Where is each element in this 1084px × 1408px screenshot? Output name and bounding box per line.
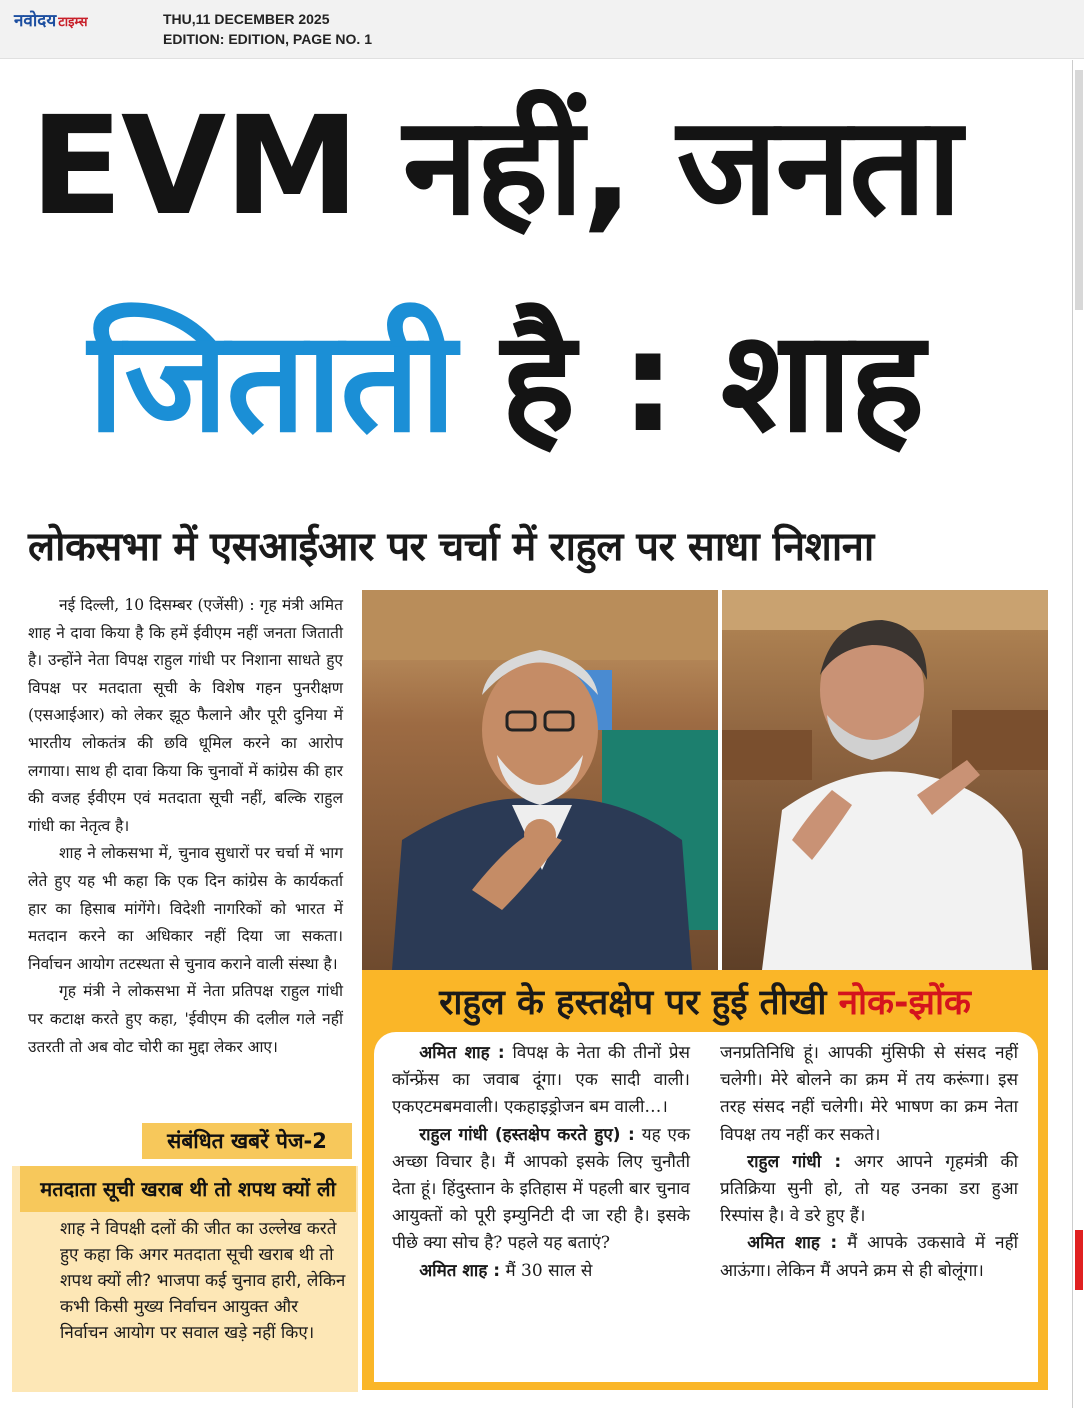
- speaker-name: राहुल गांधी (हस्तक्षेप करते हुए) :: [419, 1124, 635, 1145]
- adjacent-page-edge: [1072, 60, 1084, 1408]
- headline-line-2: [88, 300, 1068, 465]
- issue-info: [163, 9, 372, 49]
- article-body: [28, 592, 343, 1061]
- dialogue-entry: [720, 1230, 1018, 1284]
- exchange-column-2: [720, 1040, 1018, 1285]
- exchange-content: [374, 1032, 1038, 1382]
- amit-shah-photo: [362, 590, 718, 970]
- issue-edition: EDITION: EDITION, PAGE NO. 1: [163, 31, 372, 47]
- amit-shah-photo-graphic: [362, 590, 718, 970]
- issue-date: THU,11 DECEMBER 2025: [163, 11, 330, 27]
- dialogue-text: मैं 30 साल से: [500, 1260, 593, 1281]
- speaker-name: अमित शाह :: [419, 1260, 501, 1281]
- dialogue-entry: [392, 1122, 690, 1258]
- headline-blue-word: जिताती: [88, 301, 455, 464]
- logo-text: नवोदय: [14, 11, 57, 31]
- exchange-title-main: राहुल के हस्तक्षेप पर हुई तीखी: [439, 983, 839, 1023]
- exchange-title: [362, 970, 1048, 1036]
- dialogue-entry: [392, 1258, 690, 1285]
- exchange-title-highlight: नोक-झोंक: [838, 983, 971, 1023]
- sidebar-story-body: शाह ने विपक्षी दलों की जीत का उल्लेख करते हुए कहा कि अगर मतदाता सूची खराब थी तो शपथ क्यों ली? भाजपा कई चुनाव हारी, लेकिन कभी किसी मुख्य निर्वाचन आयुक्त और निर्वाचन आयोग पर सवाल खड़े नहीं किए।: [60, 1219, 346, 1343]
- top-bar: [0, 0, 1084, 59]
- rahul-gandhi-photo: [722, 590, 1048, 970]
- dialogue-text: जनप्रतिनिधि हूं। आपकी मुंसिफी से संसद नहीं चलेगी। मेरे बोलने का क्रम में तय करूंगा। इस तरह संसद नहीं चलेगी। मेरे भाषण का क्रम नेता विपक्ष तय नहीं कर सकते।: [720, 1043, 1018, 1145]
- dialogue-entry: [392, 1040, 690, 1122]
- dialogue-text: विपक्ष के नेता की तीनों प्रेस कॉन्फ्रेंस का जवाब दूंगा। एक सादी वाली। एकएटमबमवाली। एकहाइड्रोजन बम वाली…।: [392, 1043, 690, 1118]
- article-paragraph: नई दिल्ली, 10 दिसम्बर (एजेंसी) : गृह मंत्री अमित शाह ने दावा किया है कि हमें ईवीएम नहीं जनता जिताती है। उन्होंने नेता विपक्ष राहुल गांधी पर निशाना साधते हुए विपक्ष पर मतदाता सूची के विशेष गहन पुनरीक्षण (एसआईआर) को लेकर झूठ फैलाने और पूरी दुनिया में भारतीय लोकतंत्र की छवि धूमिल करने का आरोप लगाया। साथ ही दावा किया कि चुनावों में कांग्रेस की हार की वजह ईवीएम एवं मतदाता सूची नहीं, बल्कि राहुल गांधी का नेतृत्व है।: [28, 596, 343, 835]
- headline-line-1: EVM नहीं, जनता: [30, 88, 960, 246]
- speaker-name: राहुल गांधी :: [747, 1151, 842, 1172]
- speaker-name: अमित शाह :: [419, 1043, 505, 1063]
- dialogue-text: मैं आपके उकसावे में नहीं आऊंगा। लेकिन मैं अपने क्रम से ही बोलूंगा।: [720, 1233, 1018, 1281]
- article-paragraph: शाह ने लोकसभा में, चुनाव सुधारों पर चर्चा में भाग लेते हुए यह भी कहा कि एक दिन कांग्रेस के कार्यकर्ता हार का हिसाब मांगेंगे। विदेशी नागरिकों को भारत में मतदान करने का अधिकार नहीं दिया जा सकता। निर्वाचन आयोग तटस्थता से चुनाव कराने वाली संस्था है।: [28, 844, 343, 973]
- exchange-box: [362, 970, 1048, 1390]
- dialogue-text: अगर आपने गृहमंत्री की प्रतिक्रिया सुनी हो, तो यह उनका डरा हुआ रिस्पांस है। वे डरे हुए हैं।: [720, 1151, 1018, 1227]
- edge-red-mark: [1075, 1230, 1083, 1290]
- dialogue-entry: [720, 1040, 1018, 1149]
- rahul-gandhi-photo-graphic: [722, 590, 1048, 970]
- article-paragraph: गृह मंत्री ने लोकसभा में नेता प्रतिपक्ष राहुल गांधी पर कटाक्ष करते हुए कहा, 'ईवीएम की दलील गले नहीं उतरती तो अब वोट चोरी का मुद्दा लेकर आए।: [28, 982, 343, 1056]
- newspaper-logo[interactable]: [14, 8, 88, 31]
- logo-subtext: टाइम्स: [58, 15, 88, 30]
- sidebar-story-title: मतदाता सूची खराब थी तो शपथ क्यों ली: [20, 1166, 356, 1212]
- sub-headline: लोकसभा में एसआईआर पर चर्चा में राहुल पर साधा निशाना: [28, 524, 874, 570]
- headline-black-words: है : शाह: [454, 301, 923, 464]
- related-news-link[interactable]: संबंधित खबरें पेज-2: [142, 1123, 352, 1159]
- dialogue-entry: [720, 1149, 1018, 1231]
- exchange-column-1: [392, 1040, 690, 1285]
- dialogue-text: यह एक अच्छा विचार है। मैं आपको इसके लिए चुनौती देता हूं। हिंदुस्तान के इतिहास में पहली बार चुनाव आयुक्तों को पूरी इम्युनिटी दी जा रही है। इसके पीछे क्या सोच है? पहले यह बताएं?: [392, 1124, 690, 1254]
- edge-shade: [1075, 70, 1083, 310]
- speaker-name: अमित शाह :: [747, 1233, 838, 1254]
- sidebar-story: [12, 1166, 358, 1392]
